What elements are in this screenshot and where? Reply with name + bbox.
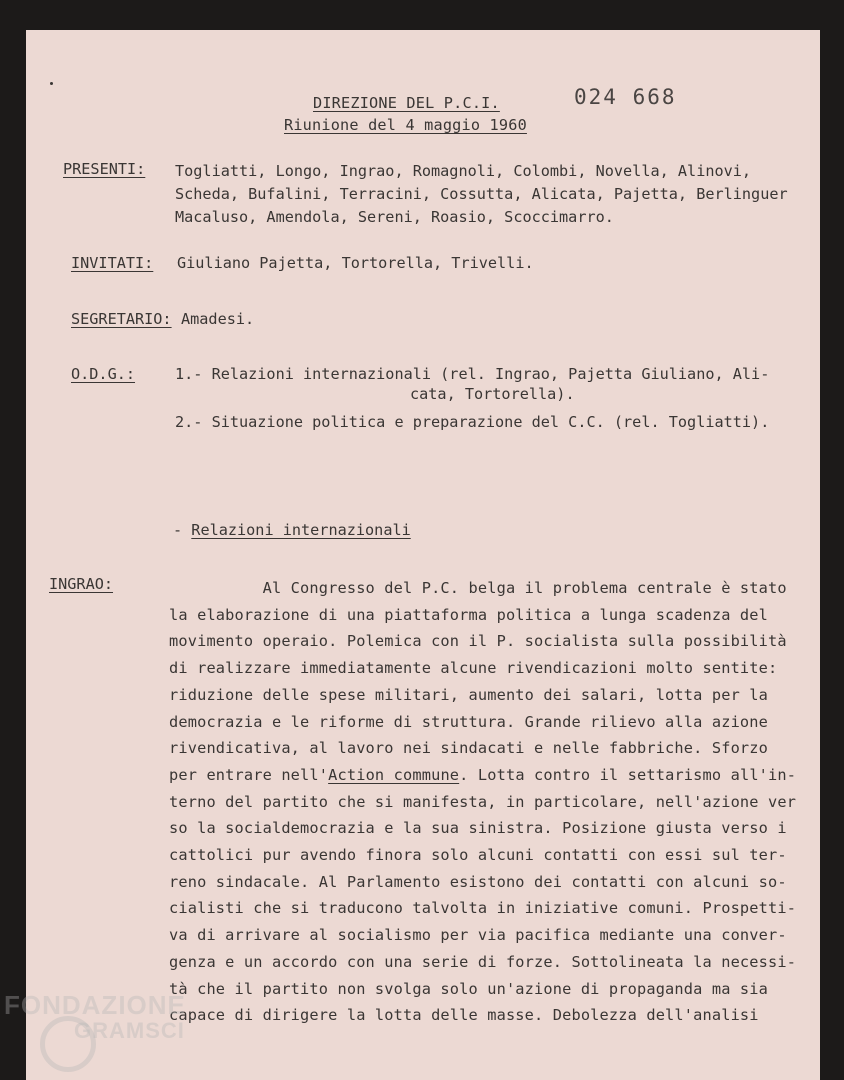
presenti-line: Togliatti, Longo, Ingrao, Romagnoli, Colombi, Novella, Alinovi, [175, 162, 752, 180]
agenda-item-2: 2.- Situazione politica e preparazione del C.C. (rel. Togliatti). [175, 413, 770, 431]
body-line: cattolici pur avendo finora solo alcuni contatti con essi sul ter- [169, 846, 787, 865]
invitati-label: INVITATI: [71, 254, 154, 272]
body-line: rivendicativa, al lavoro nei sindacati e nelle fabbriche. Sforzo [169, 739, 769, 758]
body-line: genza e un accordo con una serie di forze. Sottolineata la necessi- [169, 952, 797, 971]
margin-mark [50, 82, 53, 85]
body-line: cialisti che si traducono talvolta in iniziative comuni. Prospetti- [169, 899, 797, 918]
body-line: tà che il partito non svolga solo un'azione di propaganda ma sia [169, 979, 769, 998]
body-line: terno del partito che si manifesta, in particolare, nell'azione ver [169, 792, 797, 811]
presenti-label: PRESENTI: [63, 160, 146, 178]
archive-number-stamp: 024 668 [574, 85, 677, 109]
odg-label: O.D.G.: [71, 365, 136, 383]
agenda-item-1-cont: cata, Tortorella). [410, 385, 575, 403]
section-heading-dash: - [173, 521, 192, 539]
speaker-label: INGRAO: [49, 575, 114, 593]
body-line: so la socialdemocrazia e la sua sinistra. Posizione giusta verso i [169, 819, 787, 838]
presenti-line: Macaluso, Amendola, Sereni, Roasio, Scoccimarro. [175, 208, 614, 226]
body-line: movimento operaio. Polemica con il P. socialista sulla possibilità [169, 632, 787, 651]
body-line: va di arrivare al socialismo per via pacifica mediante una conver- [169, 926, 787, 945]
document-page [26, 30, 820, 1080]
presenti-line: Scheda, Bufalini, Terracini, Cossutta, Alicata, Pajetta, Berlinguer [175, 185, 788, 203]
body-line [169, 762, 796, 789]
body-line: capace di dirigere la lotta delle masse. Debolezza dell'analisi [169, 1006, 759, 1025]
watermark-line1: FONDAZIONE [4, 990, 186, 1020]
segretario-name: Amadesi. [181, 310, 255, 328]
action-commune-underlined: Action commune [328, 765, 460, 784]
body-line-prefix: per entrare nell' [169, 765, 329, 784]
document-title: DIREZIONE DEL P.C.I. [313, 94, 500, 112]
watermark-line2: GRAMSCI [74, 1018, 185, 1043]
agenda-item-1: 1.- Relazioni internazionali (rel. Ingrao, Pajetta Giuliano, Ali- [175, 365, 770, 383]
body-line: di realizzare immediatamente alcune rivendicazioni molto sentite: [169, 659, 778, 678]
body-line: la elaborazione di una piattaforma politica a lunga scadenza del [169, 605, 769, 624]
invitati-list: Giuliano Pajetta, Tortorella, Trivelli. [177, 254, 534, 272]
body-line-suffix: . Lotta contro il settarismo all'in- [459, 765, 797, 784]
document-subtitle: Riunione del 4 maggio 1960 [284, 116, 527, 134]
body-line: reno sindacale. Al Parlamento esistono dei contatti con alcuni so- [169, 872, 787, 891]
body-line: riduzione delle spese militari, aumento dei salari, lotta per la [169, 685, 769, 704]
segretario-label: SEGRETARIO: [71, 310, 172, 328]
speaker-text [169, 575, 796, 1029]
fondazione-gramsci-watermark [0, 982, 230, 1080]
section-heading-text: Relazioni internazionali [191, 521, 411, 539]
section-heading [173, 521, 411, 539]
presenti-list [175, 160, 788, 229]
body-line: democrazia e le riforme di struttura. Grande rilievo alla azione [169, 712, 769, 731]
body-line: Al Congresso del P.C. belga il problema centrale è stato [169, 579, 787, 597]
